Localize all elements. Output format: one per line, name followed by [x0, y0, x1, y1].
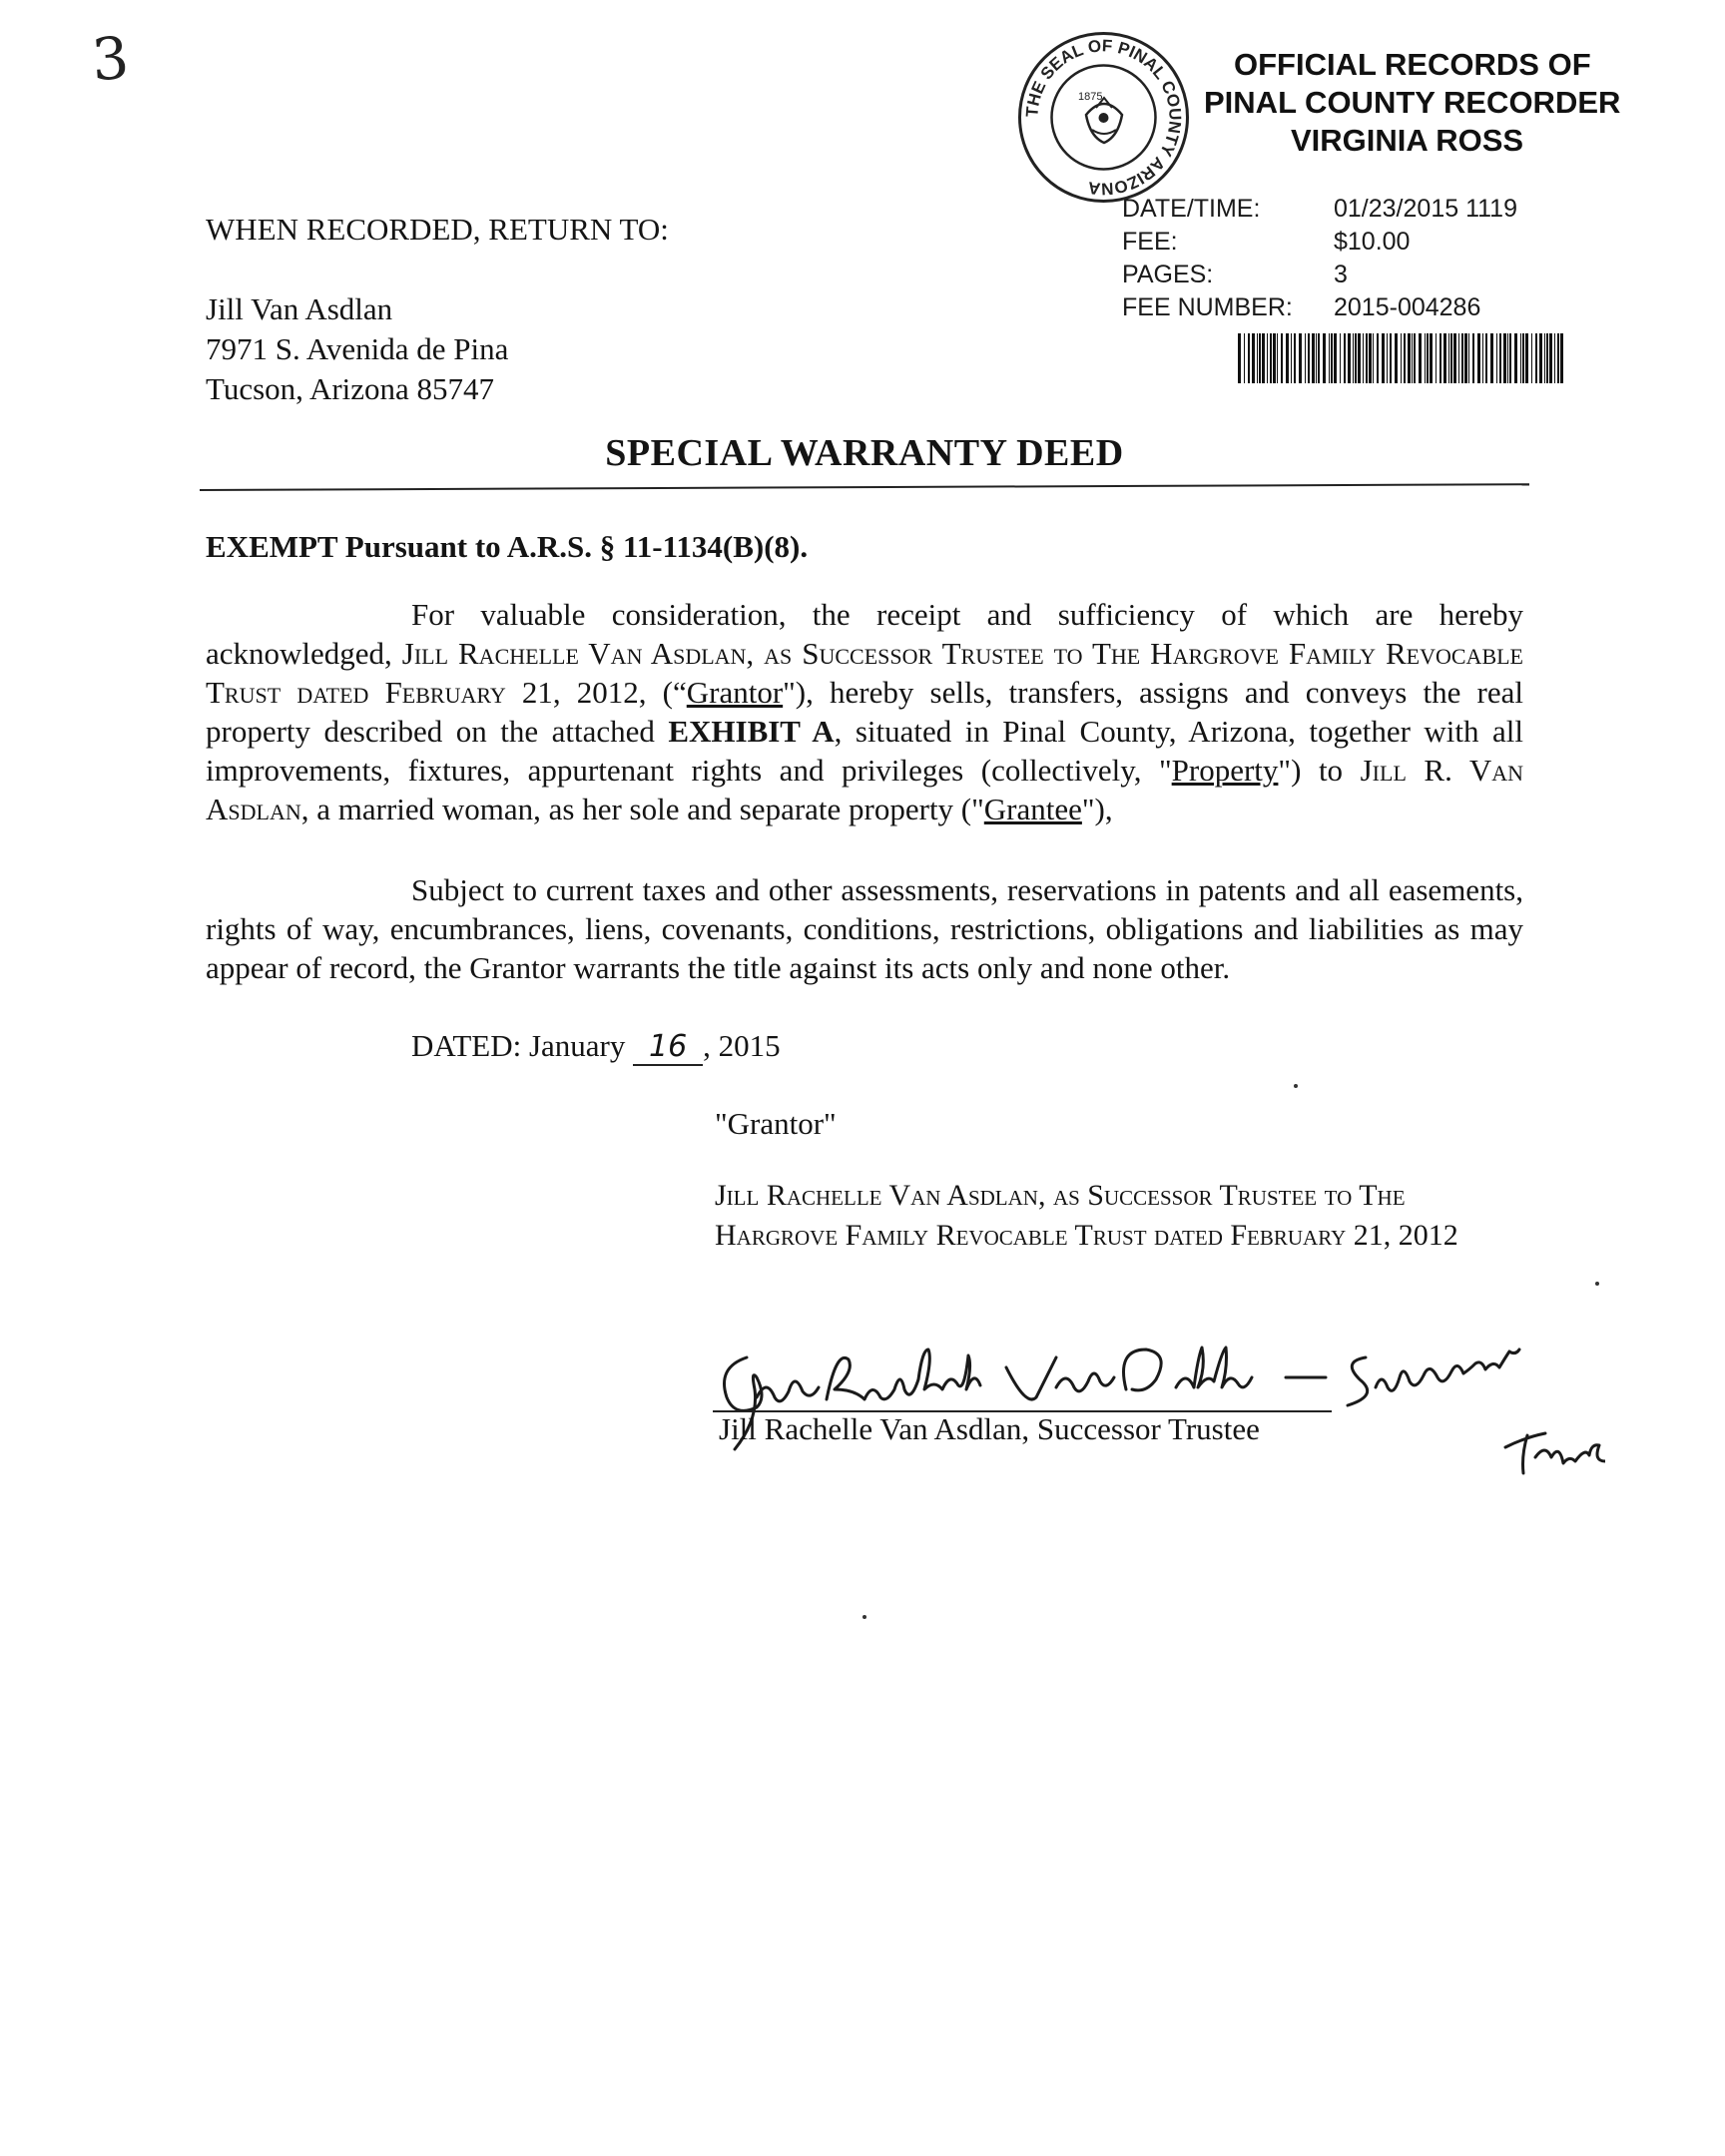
barcode-bar	[1244, 333, 1245, 383]
recording-value: 2015-004286	[1334, 293, 1481, 321]
barcode-bar	[1395, 333, 1398, 383]
barcode-bar	[1331, 333, 1333, 383]
barcode-bar	[1348, 333, 1351, 383]
barcode-bar	[1549, 333, 1552, 383]
recording-label: FEE NUMBER:	[1122, 293, 1293, 321]
barcode-bar	[1520, 333, 1521, 383]
barcode-bar	[1363, 333, 1364, 383]
barcode-bar	[1458, 333, 1459, 383]
dated-prefix: DATED: January	[411, 1028, 634, 1063]
page-number-marker: 3	[89, 23, 132, 95]
subject-to-paragraph: Subject to current taxes and other assessments, reservations in patents and all easements, rights of way, encumbrances, liens, covenants, conditions, restrictions, obligations and liabilities as may appear of record, the Grantor warrants the title against its acts only and none other.	[206, 872, 1523, 985]
barcode-bar	[1472, 333, 1474, 383]
signature-image	[707, 1338, 1605, 1477]
barcode-bar	[1461, 333, 1463, 383]
barcode-bar	[1507, 333, 1508, 383]
text-run: ") to	[1278, 753, 1361, 788]
scan-speck	[1595, 1282, 1599, 1286]
barcode-bar	[1525, 333, 1528, 383]
dated-suffix: , 2015	[703, 1028, 781, 1063]
dated-line	[411, 1028, 781, 1066]
barcode-bar	[1377, 333, 1379, 383]
recording-value: 3	[1334, 261, 1348, 288]
barcode-bar	[1453, 333, 1456, 383]
barcode-bar	[1270, 333, 1272, 383]
barcode-bar	[1340, 333, 1341, 383]
return-address	[206, 289, 508, 409]
barcode-icon	[1236, 333, 1565, 383]
barcode-bar	[1514, 333, 1517, 383]
barcode-bar	[1535, 333, 1537, 383]
text-run: , (“	[638, 675, 687, 710]
barcode-bar	[1323, 333, 1326, 383]
recorder-name: VIRGINIA ROSS	[1291, 123, 1524, 158]
conveyance-paragraph	[206, 595, 1523, 828]
barcode-bar	[1509, 333, 1511, 383]
recording-value: $10.00	[1334, 228, 1411, 256]
barcode-bar	[1382, 333, 1385, 383]
barcode-bar	[1262, 333, 1265, 383]
recording-label: FEE:	[1122, 228, 1178, 256]
recording-row-datetime	[1122, 193, 1517, 226]
text-run: , a married woman, as her sole and separate property ("	[300, 792, 984, 826]
barcode-bar	[1439, 333, 1441, 383]
title-divider	[200, 483, 1529, 491]
barcode-bar	[1408, 333, 1411, 383]
barcode-bar	[1425, 333, 1426, 383]
barcode-bar	[1404, 333, 1406, 383]
recording-row-pages	[1122, 259, 1517, 291]
barcode-bar	[1485, 333, 1487, 383]
barcode-bar	[1373, 333, 1374, 383]
barcode-bar	[1430, 333, 1433, 383]
barcode-bar	[1412, 333, 1413, 383]
barcode-bar	[1499, 333, 1501, 383]
barcode-bar	[1355, 333, 1357, 383]
barcode-bar	[1414, 333, 1416, 383]
barcode-bar	[1539, 333, 1542, 383]
barcode-bar	[1503, 333, 1506, 383]
barcode-bar	[1546, 333, 1548, 383]
barcode-bar	[1273, 333, 1276, 383]
barcode-bar	[1305, 333, 1306, 383]
barcode-bar	[1464, 333, 1467, 383]
seal-ring-text: THE SEAL OF PINAL COUNTY ARIZONA	[1022, 36, 1185, 199]
barcode-bar	[1329, 333, 1330, 383]
barcode-bar	[1277, 333, 1278, 383]
text-run: For valuable consideration, the receipt and sufficiency of which are hereby acknowledged,	[206, 597, 1523, 671]
barcode-bar	[1259, 333, 1261, 383]
barcode-bar	[1443, 333, 1446, 383]
recorder-title-line-2: PINAL COUNTY RECORDER	[1204, 85, 1621, 120]
recording-info-table	[1122, 193, 1517, 324]
property-term: Property	[1171, 753, 1279, 788]
barcode-bar	[1557, 333, 1559, 383]
grantor-term: Grantor	[686, 675, 784, 710]
barcode-bar	[1369, 333, 1372, 383]
return-address-street: 7971 S. Avenida de Pina	[206, 331, 509, 366]
barcode-bar	[1401, 333, 1402, 383]
barcode-bar	[1252, 333, 1255, 383]
barcode-bar	[1281, 333, 1283, 383]
barcode-bar	[1544, 333, 1545, 383]
barcode-bar	[1419, 333, 1422, 383]
barcode-bar	[1448, 333, 1449, 383]
text-run: "),	[1081, 792, 1113, 826]
signer-name: Jill Rachelle Van Asdlan, Successor Trustee	[719, 1411, 1260, 1446]
grantor-name: Jill Rachelle Van Asdlan, as Successor Trustee to The Hargrove Family Revocable Trust dated February 21, 2012	[206, 636, 1523, 710]
text-run: , situated in Pinal County, Arizona, together with all improvements, fixtures, appurtenant rights and privileges (collectively, "	[206, 714, 1523, 788]
barcode-bar	[1267, 333, 1268, 383]
scan-speck	[862, 1615, 866, 1619]
grantee-term: Grantee	[983, 792, 1082, 826]
barcode-bar	[1334, 333, 1337, 383]
barcode-bar	[1358, 333, 1361, 383]
barcode-bar	[1387, 333, 1388, 383]
barcode-bar	[1477, 333, 1480, 383]
exhibit-reference: EXHIBIT A	[668, 714, 835, 749]
barcode-bar	[1248, 333, 1250, 383]
barcode-bar	[1490, 333, 1493, 383]
barcode-bar	[1531, 333, 1532, 383]
scan-speck	[1294, 1084, 1298, 1088]
barcode-bar	[1366, 333, 1368, 383]
document-title: SPECIAL WARRANTY DEED	[605, 432, 1124, 474]
grantee-name: Jill R. Van Asdlan	[206, 753, 1524, 826]
return-address-name: Jill Van Asdlan	[206, 291, 393, 326]
barcode-bar	[1291, 333, 1292, 383]
barcode-bar	[1468, 333, 1469, 383]
barcode-bar	[1522, 333, 1524, 383]
barcode-bar	[1482, 333, 1483, 383]
barcode-bar	[1436, 333, 1437, 383]
barcode-bar	[1294, 333, 1296, 383]
recording-value: 01/23/2015 1119	[1334, 195, 1517, 223]
recording-row-fee-number	[1122, 291, 1517, 324]
barcode-bar	[1238, 333, 1241, 383]
barcode-bar	[1344, 333, 1346, 383]
exemption-statement: EXEMPT Pursuant to A.R.S. § 11-1134(B)(8).	[206, 529, 809, 564]
barcode-bar	[1554, 333, 1555, 383]
barcode-bar	[1427, 333, 1429, 383]
text-run: "), hereby sells, transfers, assigns and conveys the real property described on the attached	[206, 675, 1523, 749]
barcode-bar	[1257, 333, 1258, 383]
county-seal-icon	[1016, 30, 1191, 205]
barcode-bar	[1299, 333, 1302, 383]
barcode-bar	[1496, 333, 1497, 383]
return-to-heading: WHEN RECORDED, RETURN TO:	[206, 212, 669, 247]
return-address-city: Tucson, Arizona 85747	[206, 371, 495, 406]
barcode-bar	[1316, 333, 1317, 383]
barcode-bar	[1390, 333, 1392, 383]
barcode-bar	[1318, 333, 1320, 383]
grantor-label: "Grantor"	[715, 1106, 837, 1141]
barcode-bar	[1353, 333, 1354, 383]
grantor-capacity-block: Jill Rachelle Van Asdlan, as Successor Trustee to The Hargrove Family Revocable Trust dated February 21, 2012	[715, 1179, 1458, 1252]
dated-day: 16	[633, 1029, 703, 1066]
barcode-bar	[1450, 333, 1452, 383]
seal-year: 1875	[1078, 91, 1103, 103]
barcode-bar	[1308, 333, 1310, 383]
recording-label: DATE/TIME:	[1122, 195, 1261, 223]
barcode-bar	[1312, 333, 1315, 383]
recording-label: PAGES:	[1122, 261, 1214, 288]
recording-row-fee	[1122, 226, 1517, 259]
recorder-title-line-1: OFFICIAL RECORDS OF	[1234, 47, 1591, 82]
barcode-bar	[1560, 333, 1563, 383]
barcode-bar	[1286, 333, 1289, 383]
